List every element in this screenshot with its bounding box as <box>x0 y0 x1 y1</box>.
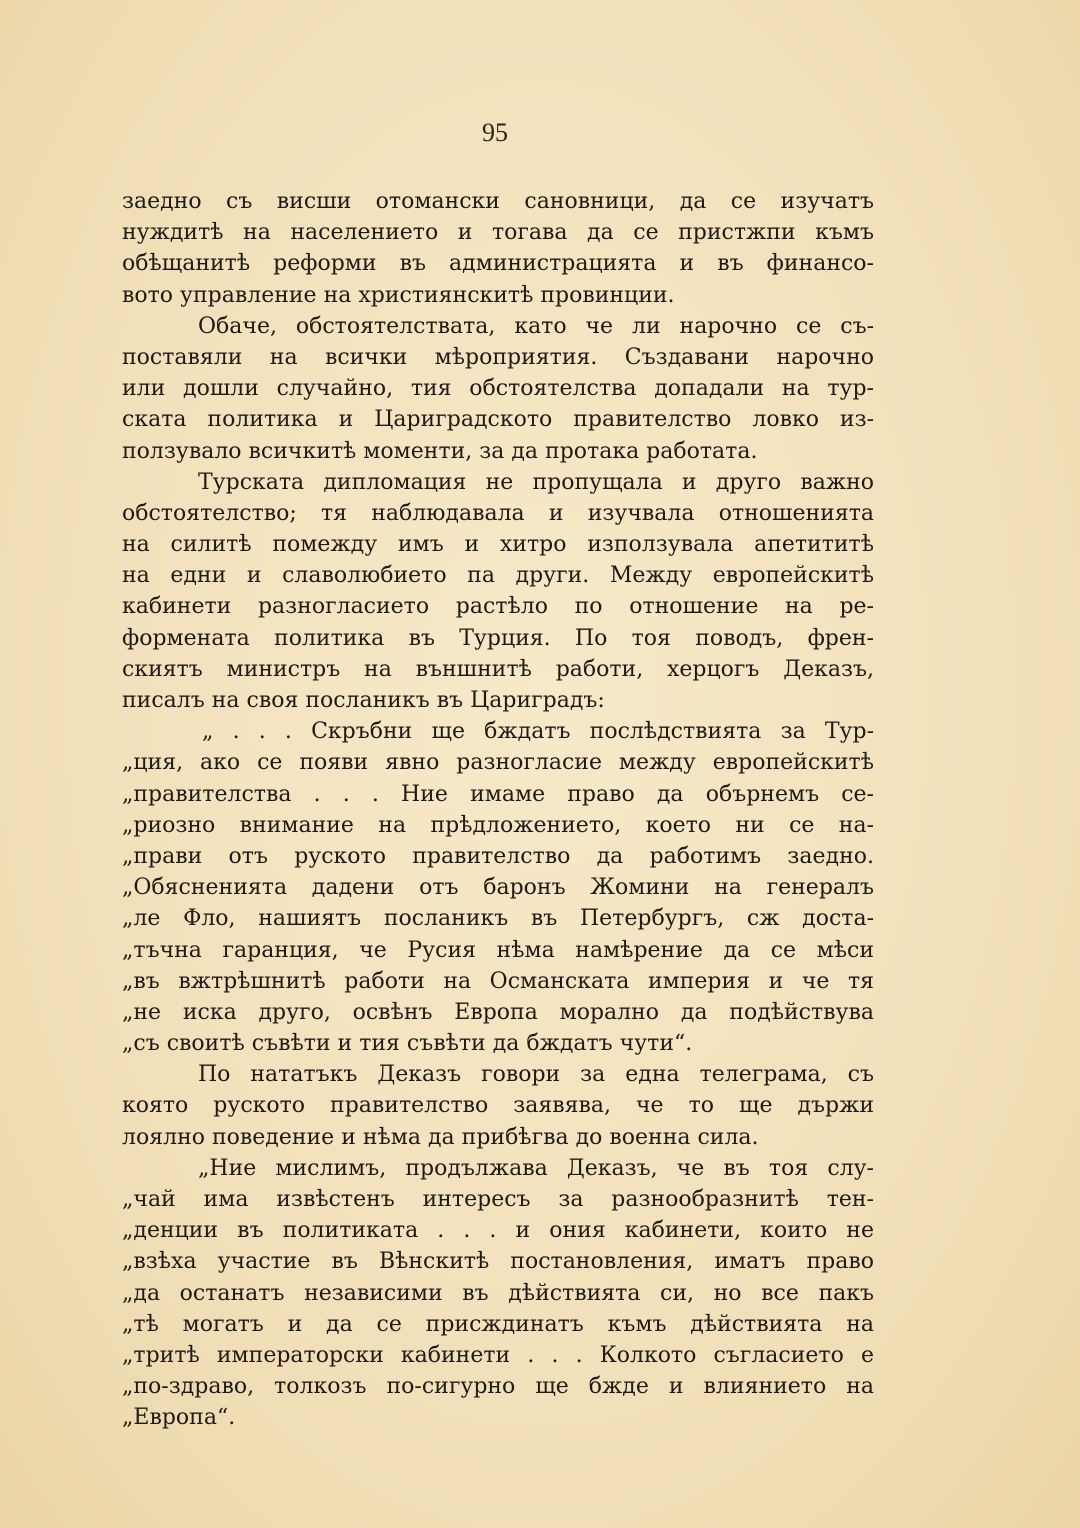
page-number: 95 <box>482 118 508 147</box>
text-line: Обаче, обстоятелствата, като че ли нарочно се съ- <box>198 313 874 339</box>
text-line: По нататъкъ Деказъ говори за една телеграма, съ <box>198 1062 874 1088</box>
text-line: „правителства . . . Ние имаме право да обърнемъ се- <box>122 781 874 807</box>
text-line: „ . . . Скръбни ще бждатъ послѣдствията за Тур- <box>202 719 874 745</box>
text-line: ползувало всичкитѣ моменти, за да протака работата. <box>122 438 758 464</box>
text-line: на силитѣ помежду имъ и хитро използувала апетититѣ <box>122 532 874 558</box>
paragraph-1 <box>122 186 874 311</box>
text-line: „ция, ако се появи явно разногласие между европейскитѣ <box>122 750 874 776</box>
text-line: „да останатъ независими въ дѣйствията си, но все пакъ <box>122 1280 874 1306</box>
text-line: „Ние мислимъ, продължава Деказъ, че въ тоя слу- <box>198 1155 874 1181</box>
text-line: „прави отъ руското правителство да работимъ заедно. <box>122 843 874 869</box>
text-line: „тѣ могатъ и да се присждинатъ къмъ дѣйствията на <box>122 1311 874 1337</box>
text-line: заедно съ висши отомански сановници, да се изучатъ <box>122 189 874 214</box>
text-line: „чай има извѣстенъ интересъ за разнообразнитѣ тен- <box>122 1187 874 1212</box>
text-line: на едни и славолюбието па други. Между европейскитѣ <box>122 563 874 589</box>
text-line: или дошли случайно, тия обстоятелства допадали на тур- <box>122 376 874 402</box>
text-line: обѣщанитѣ реформи въ администрацията и въ финансо- <box>122 251 874 277</box>
text-line: „риозно внимание на прѣдложението, което ни се на- <box>122 812 874 838</box>
paragraph-2 <box>122 311 874 467</box>
text-line: Турската дипломация не пропущала и друго важно <box>198 469 874 495</box>
quote-1 <box>122 716 874 1059</box>
quote-2 <box>122 1153 874 1434</box>
text-line: скиятъ министръ на външнитѣ работи, херцогъ Деказъ, <box>122 656 874 682</box>
text-line: „ле Фло, нашиятъ посланикъ въ Петербургъ, сж доста- <box>122 906 874 932</box>
text-line: кабинети разногласието растѣло по отношение на ре- <box>122 594 874 620</box>
text-line: нуждитѣ на населението и тогава да се пристжпи къмъ <box>122 220 874 246</box>
text-line: вото управление на християнскитѣ провинции. <box>122 282 675 308</box>
text-line: „тритѣ императорски кабинети . . . Колкото съгласието е <box>122 1342 874 1368</box>
text-line: писалъ на своя посланикъ въ Цариградъ: <box>122 688 605 713</box>
text-line: формената политика въ Турция. По тоя поводъ, френ- <box>122 625 874 651</box>
text-line: „взѣха участие въ Вѣнскитѣ постановления, иматъ право <box>122 1249 874 1275</box>
text-line: „Обясненията дадени отъ баронъ Жомини на генералъ <box>122 875 874 901</box>
text-line: „тъчна гаранция, че Русия нѣма намѣрение да се мѣси <box>122 937 874 963</box>
text-line: „съ своитѣ съвѣти и тия съвѣти да бждатъ чути“. <box>122 1031 693 1057</box>
text-line: „денции въ политиката . . . и ония кабинети, които не <box>122 1218 874 1244</box>
body-text <box>122 186 874 1434</box>
text-line: поставяли на всички мѣроприятия. Създавани нарочно <box>122 344 874 370</box>
text-line: която руското правителство заявява, че то ще държи <box>122 1093 874 1119</box>
text-line: „Европа“. <box>122 1405 236 1431</box>
text-line: „въ вжтрѣшнитѣ работи на Османската империя и че тя <box>122 968 874 994</box>
text-line: обстоятелство; тя наблюдавала и изучвала отношенията <box>122 500 874 526</box>
text-line: ската политика и Цариградското правителство ловко из- <box>122 407 874 433</box>
text-line: лоялно поведение и нѣма да прибѣгва до военна сила. <box>122 1124 759 1150</box>
paragraph-3 <box>122 467 874 717</box>
paragraph-4 <box>122 1059 874 1153</box>
text-line: „не иска друго, освѣнъ Европа морално да подѣйствува <box>122 999 874 1025</box>
text-line: „по-здраво, толкозъ по-сигурно ще бжде и влиянието на <box>122 1374 874 1400</box>
